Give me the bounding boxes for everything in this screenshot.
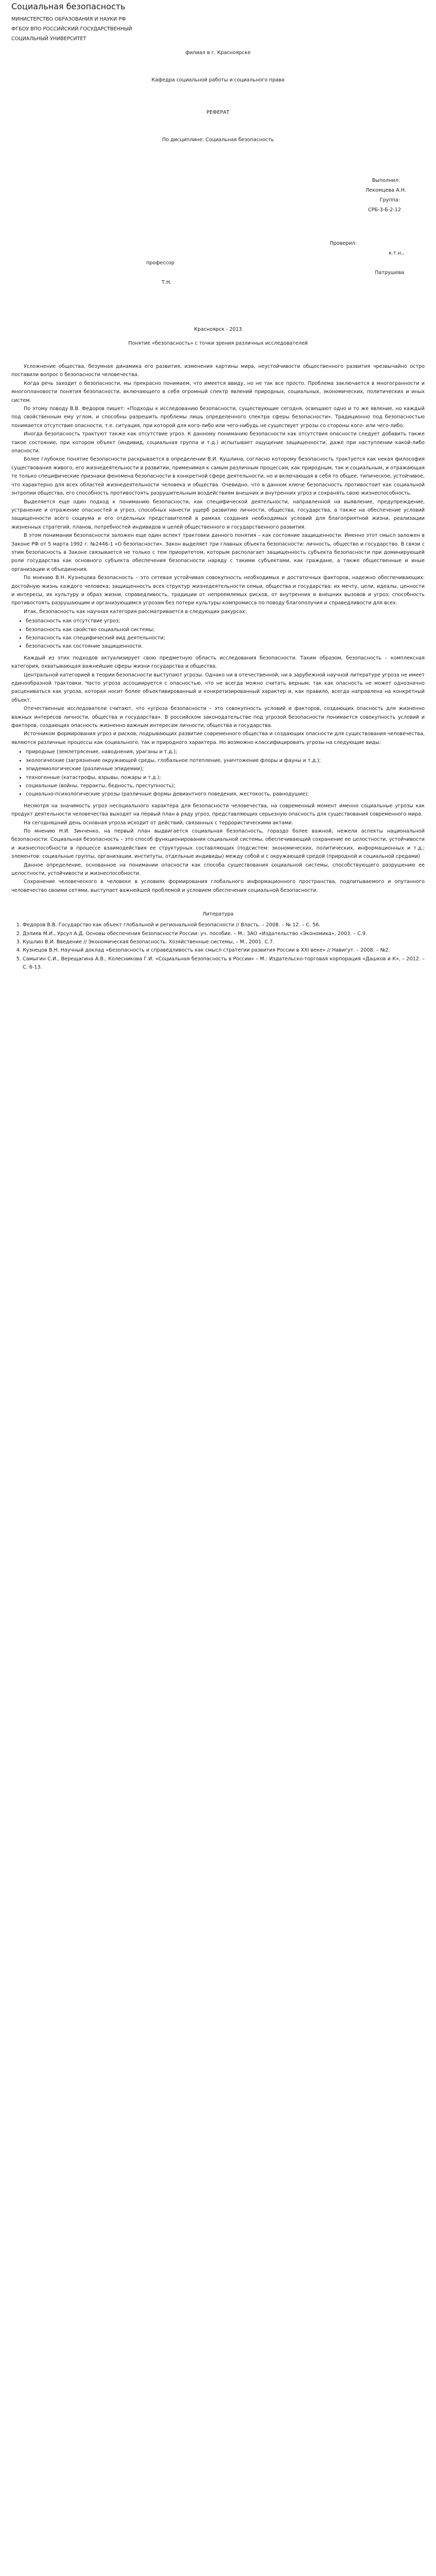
body-part-b	[11, 654, 425, 747]
list-item: • социально-психологические угрозы (различные формы девиантного поведения, жестокость, равнодушие);	[26, 790, 425, 799]
paragraph: По мнению В.Н. Кузнецова безопасность – это сетевая устойчивая совокупность необходимых и достаточных факторов, надежно обеспечивающих: достойную жизнь каждого человека; защищенность всех структур жизнедеятельности семьи, общества и государства; их мечту, цели, идеалы, ценности и интересы, их культуру и образ жизни, справедливость, традиции от непреемлемых рисков, от внутренних и внешних вызовов и угроз; способность противостоять разрушающим и организующимся угрозам без потери культуры компромисса по поводу благополучия и справедливости для всех.	[11, 575, 425, 606]
checker-position: профессор	[146, 260, 175, 266]
document-page	[0, 1, 436, 972]
performer-block	[11, 176, 425, 215]
list-item: • безопасность как специфический вид деятельности;	[26, 634, 425, 642]
checker-block	[11, 239, 425, 287]
section-title: Понятие «безопасность» с точки зрения различных исследователей	[128, 341, 308, 346]
references-title: Литература	[202, 911, 234, 918]
group-label: Группа:	[379, 197, 400, 203]
list-item: • природные (землетрясение, наводнения, ураганы и т.д.);	[26, 748, 425, 756]
body-part-c	[11, 802, 425, 895]
paragraph: На сегодняшний день основная угроза исходит от действий, связанных с террористическими актами.	[24, 820, 293, 826]
work-type: РЕФЕРАТ	[206, 110, 230, 115]
paragraph: Выделяется еще один подход к пониманию безопасности, как специфической деятельности, направленной на выявление, предупреждение, устранение и отражение опасностей и угроз, способных нанести ущерб развитию личности, общества, государства, а также на обеспечение условий защищенности всего социума и его отдельных представителей в рамках создания необходимых условий для благоприятной жизни, реализации жизненных стратегий, планов, потребностей индивидов и целей общественного и государственного развития.	[11, 499, 425, 530]
reference-item: 2. Дзлиев М.И., Урсул А.Д. Основы обеспечения безопасности России: уч. пособие. – М.: ЗАО «Издательство «Экономика», 2003. – С.9.	[23, 930, 425, 938]
reference-item: 3. Кушлин В.И. Введение // Экономическая безопасность. Хозяйственные системы, – М., 2001. С.7.	[23, 938, 425, 946]
paragraph: По этому поводу В.В. Федоров пишет: «Подходы к исследованию безопасности, существующие сегодня, освещают одно и то же явление, но каждый под свойственным ему углом, и способны разрешить проблемы лишь определенного спектра сферы безопасности». Традиционно под безопасностью понимается отсутствие опасности, т.е. ситуация, при которой для кого-либо или чего-нибудь не существует угрозы со стороны кого- или чего-либо.	[11, 406, 425, 429]
department-line: Кафедра социальной работы и социального права	[151, 77, 285, 83]
fgbou-line: ФГБОУ ВПО РОССИЙСКИЙ ГОСУДАРСТВЕННЫЙ	[11, 26, 132, 32]
university-line: СОЦИАЛЬНЫЙ УНИВЕРСИТЕТ	[11, 36, 86, 42]
performer-name: Лекомцева А.Н.	[365, 188, 406, 193]
discipline-line: По дисциплине: Социальная безопасность	[162, 137, 274, 143]
list-item: • безопасность как свойство социальной системы;	[26, 626, 425, 634]
list-item: • безопасность как состояние защищенности.	[26, 642, 425, 651]
paragraph: Сохранение человеческого в человеке в условиях формирования глобального информационного пространства, подпитываемого и опутанного человечество своими сетями, выступает важнейшей проблемой и условием обеспечения социальной безопасности.	[11, 879, 425, 893]
performer-label: Выполнил:	[372, 178, 400, 183]
threats-list	[11, 748, 425, 799]
paragraph: Источником формирования угроз и рисков, подрывающих развитие современного общества и создающих опасности для существования человечества, являются различные процессы как социального, так и природного характера. Но возможно классифицировать угрозы на следующие виды:	[11, 731, 425, 745]
paragraph: Когда речь заходит о безопасности, мы прекрасно понимаем, что имеется ввиду, но не так все просто. Проблема заключается в многогранности и многоплановости понятия безопасности, включающего в себя огромный спектр явлений природных, социальных, экономических, политических и иных систем.	[11, 380, 425, 403]
ministry-line: МИНИСТЕРСТВО ОБРАЗОВАНИЯ И НАУКИ РФ	[11, 16, 126, 22]
checker-label: Проверил:	[329, 241, 357, 246]
checker-name: Патрушева	[375, 270, 404, 276]
paragraph: Данное определение, основанное на понимании опасности как способа существования социальной системы, способствующего разрушению ее целостности, устойчивости и жизнеспособности.	[11, 862, 425, 876]
reference-item: 5. Самыгин С.И., Верещагина А.В., Колесникова Г.И. «Социальная безопасность в России» – М.: Издательско-торговая корпорация «Дашков и К», – 2012. – С. 6-13.	[23, 955, 425, 972]
checker-degree: к.т.н.,	[389, 250, 404, 256]
paragraph: Более глубокое понятие безопасности раскрывается в определении В.И. Кушлина, согласно которому безопасность трактуется как некая философия существования живого, его жизнедеятельности в развитии, применимая к самым различным процессам, как природным, так и социальным, и отражающая те только специфические признаки феномена безопасности в конкретной сфере деятельности, но и включающая в себя то общее, типическое, устойчивое, что характерно для всех областей жизнедеятельности человека и общества. Очевидно, что в данном ключе безопасность противостоит как социальной энтропии общества, его способность противостоять разрушительным воздействиям внешних и внутренних угроз и сохранять свою жизнеспособность.	[11, 456, 425, 497]
paragraph: Иногда безопасность трактуют также как отсутствие угроз. К данному пониманию безопасности как отсутствия опасности следует добавить также такое состояние, при котором объект (индивид, социальная группа и т.д.) испытывает ощущение защищенности, даже при наступлении какой-либо опасности.	[11, 431, 425, 454]
references-list	[11, 921, 425, 972]
paragraph: Центральной категорией в теории безопасности выступают угрозы. Однако ни в отечественной, ни в зарубежной научной литературе угроза не имеет единообразной трактовки. Часто угроза ассоциируется с опасностью, что не всегда можно считать верным, так как опасность не может однозначно расцениваться как угроза, которая носит более объективированный и конкретизированный характер и, как правило, всегда направлена на конкретный объект.	[11, 672, 425, 703]
checker-initials: Т.Н.	[162, 280, 172, 285]
list-item: • социальные (войны, терракты, бедность, преступность);	[26, 782, 425, 790]
city-year: Красноярск - 2013	[194, 327, 242, 332]
list-item: • эпидемиологические (различные эпидемии);	[26, 765, 425, 773]
paragraph: Итак, безопасность как научная категория рассматривается в следующих ракурсах:	[24, 608, 247, 615]
list-item: • безопасность как отсутствие угроз;	[26, 617, 425, 625]
paragraph: Отечественные исследователи считают, что «угроза безопасности – это совокупность условий и факторов, создающих опасность для жизненно важных интересов личности, общества и государства». В российском законодательстве под угрозой безопасности понимается совокупность условий и факторов, создающих опасность жизненно важным интересам личности, общества и государства.	[11, 706, 425, 729]
paragraph: В этом понимании безопасности заложен еще один аспект трактовки данного понятия – как состояние защищенности. Именно этот смысл заложен в Законе РФ от 5 марта 1992 г. №2446-1 «О безопасности». Закон выделяет три главных объекта безопасности: личность, общество и государство. В связи с этим безопасность в Законе связывается не только с тем приоритетом, которым располагает защищенность субъекта безопасности при доминирующей роли государства как основного субъекта обеспечения безопасности наряду с такими субъектами, как граждане, а также общественные и иные организации и объединения.	[11, 533, 425, 572]
reference-item: 1. Федоров В.В. Государство как объект глобальной и региональной безопасности // Власть. – 2008. – № 12. – С. 56.	[23, 921, 425, 929]
reference-item: 4. Кузнецов В.Н. Научный доклад «Безопасность и справедливость как смысл стратегии развития России в XXI веке» // Навигут. – 2008. – №2.	[23, 946, 425, 955]
group-value: СРБ-3-Б-2-12	[368, 207, 401, 213]
paragraph: По мнению Н.И. Зинченко, на первый план выдвигается социальная безопасность, гораздо более важной, нежели аспекты национальной безопасности. Социальная безопасность – это способ функционирования социальной системы, обеспечивающий сохранение ее целостности, устойчивости и жизнеспособности в процессе взаимодействия ее структурных составляющих (подсистем: экономических, политических, информационных и т.д.; элементов: социальные группы, организации, институты, отдельные индивиды) между собой и с окружающей средой (природной и социальной средами)	[11, 828, 425, 860]
aspects-list	[11, 617, 425, 651]
paragraph: Несмотря на значимость угроз несоциального характера для безопасности человечества, на современный момент именно социальные угрозы как продукт деятельности человечества выходят на первый план в ряду угроз, представляющих серьезную опасность для существования современного мира.	[11, 803, 425, 818]
list-item: • экологические (загрязнение окружающей среды, глобальное потепление, уничтожение флоры и фауны и т.д.);	[26, 757, 425, 765]
paragraph: Усложнение общества, безумная динамика его развития, изменения картины мира, неустойчивости общественного развития чрезвычайно остро поставили вопрос о безопасности человечества.	[11, 364, 425, 378]
branch-line: филиал в г. Красноярске	[185, 50, 251, 56]
body-part-a	[11, 363, 425, 616]
paragraph: Каждый из этих подходов актуализирует свою предметную область исследования безопасности. Таким образом, безопасность – комплексная категория, охватывающая важнейшие сферы жизни государства и общества.	[11, 655, 425, 670]
document-title: Социальная безопасность	[11, 2, 126, 11]
list-item: • техногенные (катастрофы, взрывы, пожары и т.д.);	[26, 774, 425, 782]
